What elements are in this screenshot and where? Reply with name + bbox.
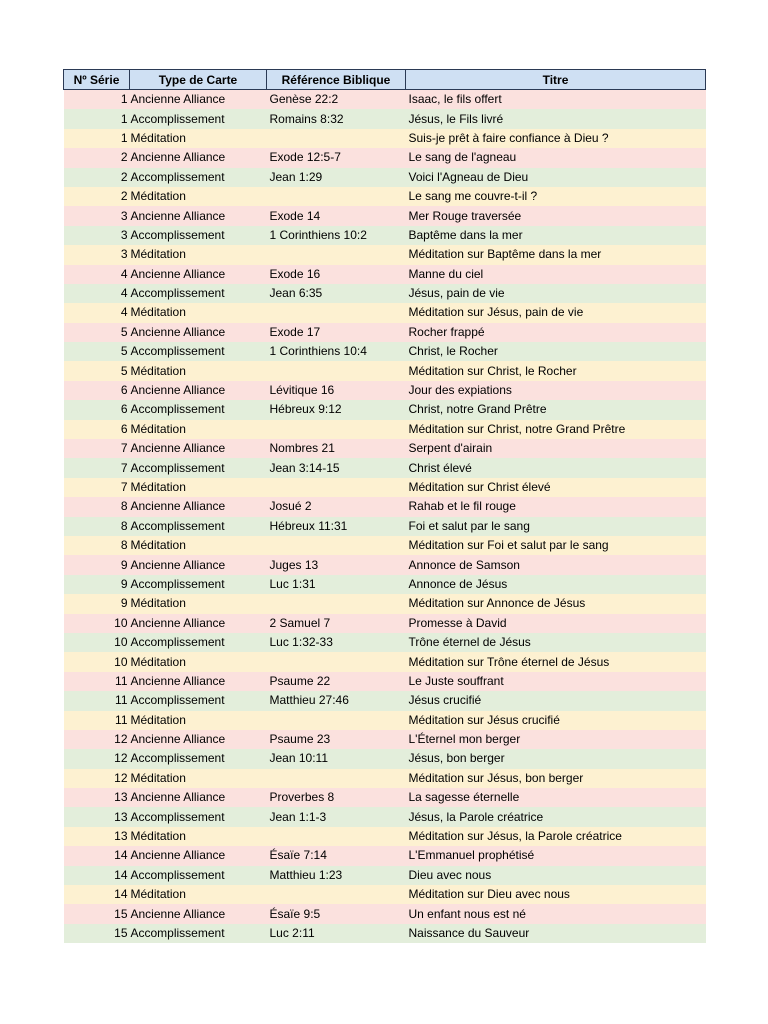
table-row	[64, 187, 706, 206]
cell-titre[interactable]: Méditation sur Jésus, bon berger	[406, 769, 706, 788]
cell-titre[interactable]: Le sang de l'agneau	[406, 148, 706, 167]
cell-serie[interactable]: 2	[64, 187, 130, 206]
cell-serie[interactable]: 1	[64, 90, 130, 110]
column-header-reference[interactable]: Référence Biblique	[267, 70, 406, 90]
cell-titre[interactable]: Voici l'Agneau de Dieu	[406, 168, 706, 187]
table-row	[64, 303, 706, 322]
cell-type[interactable]: Ancienne Alliance	[130, 381, 267, 400]
cell-serie[interactable]: 12	[64, 769, 130, 788]
table-row	[64, 245, 706, 264]
cell-titre[interactable]: Méditation sur Jésus, pain de vie	[406, 303, 706, 322]
cell-serie[interactable]: 11	[64, 691, 130, 710]
cell-type[interactable]: Ancienne Alliance	[130, 555, 267, 574]
table-row	[64, 226, 706, 245]
cell-serie[interactable]: 10	[64, 652, 130, 671]
table-row	[64, 614, 706, 633]
cell-reference[interactable]	[267, 594, 406, 613]
cell-type[interactable]: Accomplissement	[130, 342, 267, 361]
cell-reference[interactable]: Luc 2:11	[267, 924, 406, 943]
table-row	[64, 109, 706, 128]
table-row	[64, 342, 706, 361]
cell-titre[interactable]: Un enfant nous est né	[406, 904, 706, 923]
cell-type[interactable]: Ancienne Alliance	[130, 148, 267, 167]
table-row	[64, 148, 706, 167]
cell-reference[interactable]: Exode 16	[267, 265, 406, 284]
cell-reference[interactable]	[267, 187, 406, 206]
cell-type[interactable]: Méditation	[130, 652, 267, 671]
table-row	[64, 284, 706, 303]
cell-serie[interactable]: 11	[64, 711, 130, 730]
cell-type[interactable]: Méditation	[130, 303, 267, 322]
cell-titre[interactable]: Trône éternel de Jésus	[406, 633, 706, 652]
cell-titre[interactable]: Jésus crucifié	[406, 691, 706, 710]
cell-reference[interactable]: Exode 17	[267, 323, 406, 342]
cell-type[interactable]: Ancienne Alliance	[130, 323, 267, 342]
cell-type[interactable]: Méditation	[130, 478, 267, 497]
cell-type[interactable]: Accomplissement	[130, 517, 267, 536]
table-row	[64, 807, 706, 826]
cell-type[interactable]: Ancienne Alliance	[130, 206, 267, 225]
cell-serie[interactable]: 15	[64, 924, 130, 943]
cell-serie[interactable]: 5	[64, 361, 130, 380]
table-row	[64, 827, 706, 846]
cell-titre[interactable]: Jésus, bon berger	[406, 749, 706, 768]
cell-type[interactable]: Accomplissement	[130, 400, 267, 419]
cell-reference[interactable]: 1 Corinthiens 10:2	[267, 226, 406, 245]
cell-serie[interactable]: 12	[64, 730, 130, 749]
table-row	[64, 265, 706, 284]
cell-reference[interactable]: Jean 3:14-15	[267, 458, 406, 477]
cell-serie[interactable]: 1	[64, 109, 130, 128]
cell-type[interactable]: Accomplissement	[130, 633, 267, 652]
table-row	[64, 168, 706, 187]
cell-serie[interactable]: 13	[64, 788, 130, 807]
table-row	[64, 711, 706, 730]
cell-serie[interactable]: 6	[64, 400, 130, 419]
column-header-serie[interactable]: Nº Série	[64, 70, 130, 90]
cell-reference[interactable]: 2 Samuel 7	[267, 614, 406, 633]
cell-type[interactable]: Méditation	[130, 536, 267, 555]
cell-type[interactable]: Ancienne Alliance	[130, 904, 267, 923]
table-row	[64, 672, 706, 691]
cell-type[interactable]: Accomplissement	[130, 749, 267, 768]
cell-titre[interactable]: Jésus, le Fils livré	[406, 109, 706, 128]
cell-reference[interactable]	[267, 536, 406, 555]
cell-titre[interactable]: Annonce de Samson	[406, 555, 706, 574]
table-row	[64, 575, 706, 594]
cell-serie[interactable]: 10	[64, 614, 130, 633]
cell-titre[interactable]: Jésus, la Parole créatrice	[406, 807, 706, 826]
cell-titre[interactable]: Jour des expiations	[406, 381, 706, 400]
cell-type[interactable]: Méditation	[130, 420, 267, 439]
table-row	[64, 633, 706, 652]
cell-titre[interactable]: Méditation sur Jésus, la Parole créatrice	[406, 827, 706, 846]
cell-titre[interactable]: Jésus, pain de vie	[406, 284, 706, 303]
cell-reference[interactable]: Ésaïe 9:5	[267, 904, 406, 923]
cell-type[interactable]: Ancienne Alliance	[130, 846, 267, 865]
cell-type[interactable]: Méditation	[130, 245, 267, 264]
cell-titre[interactable]: Méditation sur Christ, le Rocher	[406, 361, 706, 380]
cell-type[interactable]: Ancienne Alliance	[130, 439, 267, 458]
cell-type[interactable]: Méditation	[130, 885, 267, 904]
cell-type[interactable]: Ancienne Alliance	[130, 730, 267, 749]
cell-type[interactable]: Méditation	[130, 361, 267, 380]
column-header-titre[interactable]: Titre	[406, 70, 706, 90]
cell-type[interactable]: Accomplissement	[130, 284, 267, 303]
cell-reference[interactable]: Luc 1:32-33	[267, 633, 406, 652]
cell-titre[interactable]: Naissance du Sauveur	[406, 924, 706, 943]
cell-serie[interactable]: 13	[64, 827, 130, 846]
cell-type[interactable]: Méditation	[130, 711, 267, 730]
cell-serie[interactable]: 3	[64, 226, 130, 245]
table-row	[64, 129, 706, 148]
cell-titre[interactable]: Christ, le Rocher	[406, 342, 706, 361]
cell-titre[interactable]: Suis-je prêt à faire confiance à Dieu ?	[406, 129, 706, 148]
cell-serie[interactable]: 14	[64, 866, 130, 885]
cell-serie[interactable]: 14	[64, 846, 130, 865]
table-row	[64, 846, 706, 865]
header-row	[64, 70, 706, 90]
cell-serie[interactable]: 4	[64, 303, 130, 322]
cell-reference[interactable]: Exode 12:5-7	[267, 148, 406, 167]
cell-serie[interactable]: 5	[64, 342, 130, 361]
table-row	[64, 458, 706, 477]
cell-reference[interactable]: Luc 1:31	[267, 575, 406, 594]
cell-titre[interactable]: Promesse à David	[406, 614, 706, 633]
cell-serie[interactable]: 6	[64, 420, 130, 439]
table-row	[64, 924, 706, 943]
cell-titre[interactable]: La sagesse éternelle	[406, 788, 706, 807]
cell-serie[interactable]: 7	[64, 478, 130, 497]
cell-titre[interactable]: Mer Rouge traversée	[406, 206, 706, 225]
cell-reference[interactable]: Jean 10:11	[267, 749, 406, 768]
cell-serie[interactable]: 3	[64, 245, 130, 264]
cell-reference[interactable]	[267, 361, 406, 380]
cell-reference[interactable]: Juges 13	[267, 555, 406, 574]
table-row	[64, 652, 706, 671]
cell-reference[interactable]: Lévitique 16	[267, 381, 406, 400]
table-row	[64, 594, 706, 613]
cell-serie[interactable]: 4	[64, 284, 130, 303]
cell-titre[interactable]: Christ élevé	[406, 458, 706, 477]
table-row	[64, 361, 706, 380]
cell-serie[interactable]: 10	[64, 633, 130, 652]
cell-reference[interactable]: 1 Corinthiens 10:4	[267, 342, 406, 361]
cell-serie[interactable]: 9	[64, 575, 130, 594]
cell-titre[interactable]: Rocher frappé	[406, 323, 706, 342]
cell-reference[interactable]	[267, 652, 406, 671]
cell-reference[interactable]: Matthieu 27:46	[267, 691, 406, 710]
cell-serie[interactable]: 9	[64, 594, 130, 613]
cell-type[interactable]: Accomplissement	[130, 109, 267, 128]
cell-reference[interactable]	[267, 478, 406, 497]
cell-type[interactable]: Ancienne Alliance	[130, 265, 267, 284]
cell-serie[interactable]: 1	[64, 129, 130, 148]
table-row	[64, 769, 706, 788]
cell-type[interactable]: Ancienne Alliance	[130, 788, 267, 807]
cell-serie[interactable]: 8	[64, 497, 130, 516]
cell-reference[interactable]: Psaume 23	[267, 730, 406, 749]
cell-reference[interactable]	[267, 129, 406, 148]
cell-serie[interactable]: 7	[64, 458, 130, 477]
table-row	[64, 420, 706, 439]
table-body	[64, 90, 706, 944]
cell-serie[interactable]: 9	[64, 555, 130, 574]
cell-titre[interactable]: Méditation sur Jésus crucifié	[406, 711, 706, 730]
cell-reference[interactable]	[267, 303, 406, 322]
table-row	[64, 323, 706, 342]
cell-serie[interactable]: 6	[64, 381, 130, 400]
cell-serie[interactable]: 11	[64, 672, 130, 691]
cell-type[interactable]: Ancienne Alliance	[130, 497, 267, 516]
table-row	[64, 90, 706, 110]
table-row	[64, 478, 706, 497]
cell-reference[interactable]: Genèse 22:2	[267, 90, 406, 110]
cell-reference[interactable]: Psaume 22	[267, 672, 406, 691]
table-row	[64, 749, 706, 768]
cell-type[interactable]: Accomplissement	[130, 866, 267, 885]
cell-titre[interactable]: L'Éternel mon berger	[406, 730, 706, 749]
cell-type[interactable]: Méditation	[130, 187, 267, 206]
cell-serie[interactable]: 8	[64, 536, 130, 555]
table-row	[64, 400, 706, 419]
cell-titre[interactable]: Baptême dans la mer	[406, 226, 706, 245]
cell-reference[interactable]: Nombres 21	[267, 439, 406, 458]
spreadsheet	[63, 69, 705, 943]
cell-serie[interactable]: 2	[64, 168, 130, 187]
cell-titre[interactable]: Manne du ciel	[406, 265, 706, 284]
cell-type[interactable]: Accomplissement	[130, 691, 267, 710]
cell-titre[interactable]: Méditation sur Trône éternel de Jésus	[406, 652, 706, 671]
cell-type[interactable]: Accomplissement	[130, 807, 267, 826]
cell-titre[interactable]: Méditation sur Dieu avec nous	[406, 885, 706, 904]
table-row	[64, 691, 706, 710]
cell-titre[interactable]: Méditation sur Baptême dans la mer	[406, 245, 706, 264]
cell-serie[interactable]: 13	[64, 807, 130, 826]
cell-titre[interactable]: Serpent d'airain	[406, 439, 706, 458]
cell-titre[interactable]: Méditation sur Annonce de Jésus	[406, 594, 706, 613]
cell-titre[interactable]: Le sang me couvre-t-il ?	[406, 187, 706, 206]
cell-reference[interactable]: Matthieu 1:23	[267, 866, 406, 885]
cell-reference[interactable]: Proverbes 8	[267, 788, 406, 807]
cell-type[interactable]: Ancienne Alliance	[130, 672, 267, 691]
cell-titre[interactable]: L'Emmanuel prophétisé	[406, 846, 706, 865]
cell-type[interactable]: Accomplissement	[130, 226, 267, 245]
cell-serie[interactable]: 8	[64, 517, 130, 536]
cell-titre[interactable]: Le Juste souffrant	[406, 672, 706, 691]
cell-titre[interactable]: Isaac, le fils offert	[406, 90, 706, 110]
cell-serie[interactable]: 5	[64, 323, 130, 342]
cell-reference[interactable]	[267, 245, 406, 264]
cell-reference[interactable]: Jean 6:35	[267, 284, 406, 303]
table-row	[64, 555, 706, 574]
cell-type[interactable]: Ancienne Alliance	[130, 90, 267, 110]
cell-titre[interactable]: Christ, notre Grand Prêtre	[406, 400, 706, 419]
cell-reference[interactable]: Jean 1:1-3	[267, 807, 406, 826]
column-header-type[interactable]: Type de Carte	[130, 70, 267, 90]
table-row	[64, 904, 706, 923]
cell-type[interactable]: Accomplissement	[130, 924, 267, 943]
table-row	[64, 206, 706, 225]
cell-type[interactable]: Méditation	[130, 827, 267, 846]
cell-titre[interactable]: Méditation sur Foi et salut par le sang	[406, 536, 706, 555]
cell-reference[interactable]	[267, 711, 406, 730]
cell-reference[interactable]: Romains 8:32	[267, 109, 406, 128]
cell-reference[interactable]: Exode 14	[267, 206, 406, 225]
cards-table	[63, 69, 706, 943]
cell-reference[interactable]: Hébreux 11:31	[267, 517, 406, 536]
table-row	[64, 517, 706, 536]
table-row	[64, 381, 706, 400]
cell-serie[interactable]: 12	[64, 749, 130, 768]
table-row	[64, 866, 706, 885]
cell-titre[interactable]: Foi et salut par le sang	[406, 517, 706, 536]
table-row	[64, 730, 706, 749]
cell-type[interactable]: Accomplissement	[130, 168, 267, 187]
cell-titre[interactable]: Dieu avec nous	[406, 866, 706, 885]
cell-serie[interactable]: 4	[64, 265, 130, 284]
cell-type[interactable]: Accomplissement	[130, 458, 267, 477]
cell-type[interactable]: Méditation	[130, 129, 267, 148]
cell-titre[interactable]: Rahab et le fil rouge	[406, 497, 706, 516]
cell-type[interactable]: Ancienne Alliance	[130, 614, 267, 633]
cell-titre[interactable]: Méditation sur Christ élevé	[406, 478, 706, 497]
cell-serie[interactable]: 15	[64, 904, 130, 923]
table-header	[64, 70, 706, 90]
table-row	[64, 497, 706, 516]
cell-reference[interactable]: Hébreux 9:12	[267, 400, 406, 419]
cell-titre[interactable]: Annonce de Jésus	[406, 575, 706, 594]
cell-serie[interactable]: 3	[64, 206, 130, 225]
cell-reference[interactable]	[267, 420, 406, 439]
cell-serie[interactable]: 14	[64, 885, 130, 904]
cell-type[interactable]: Méditation	[130, 769, 267, 788]
cell-type[interactable]: Accomplissement	[130, 575, 267, 594]
table-row	[64, 885, 706, 904]
cell-reference[interactable]	[267, 885, 406, 904]
cell-reference[interactable]	[267, 827, 406, 846]
table-row	[64, 536, 706, 555]
cell-reference[interactable]: Jean 1:29	[267, 168, 406, 187]
cell-titre[interactable]: Méditation sur Christ, notre Grand Prêtre	[406, 420, 706, 439]
table-row	[64, 788, 706, 807]
cell-reference[interactable]	[267, 769, 406, 788]
cell-serie[interactable]: 7	[64, 439, 130, 458]
cell-serie[interactable]: 2	[64, 148, 130, 167]
cell-reference[interactable]: Ésaïe 7:14	[267, 846, 406, 865]
cell-type[interactable]: Méditation	[130, 594, 267, 613]
cell-reference[interactable]: Josué 2	[267, 497, 406, 516]
table-row	[64, 439, 706, 458]
